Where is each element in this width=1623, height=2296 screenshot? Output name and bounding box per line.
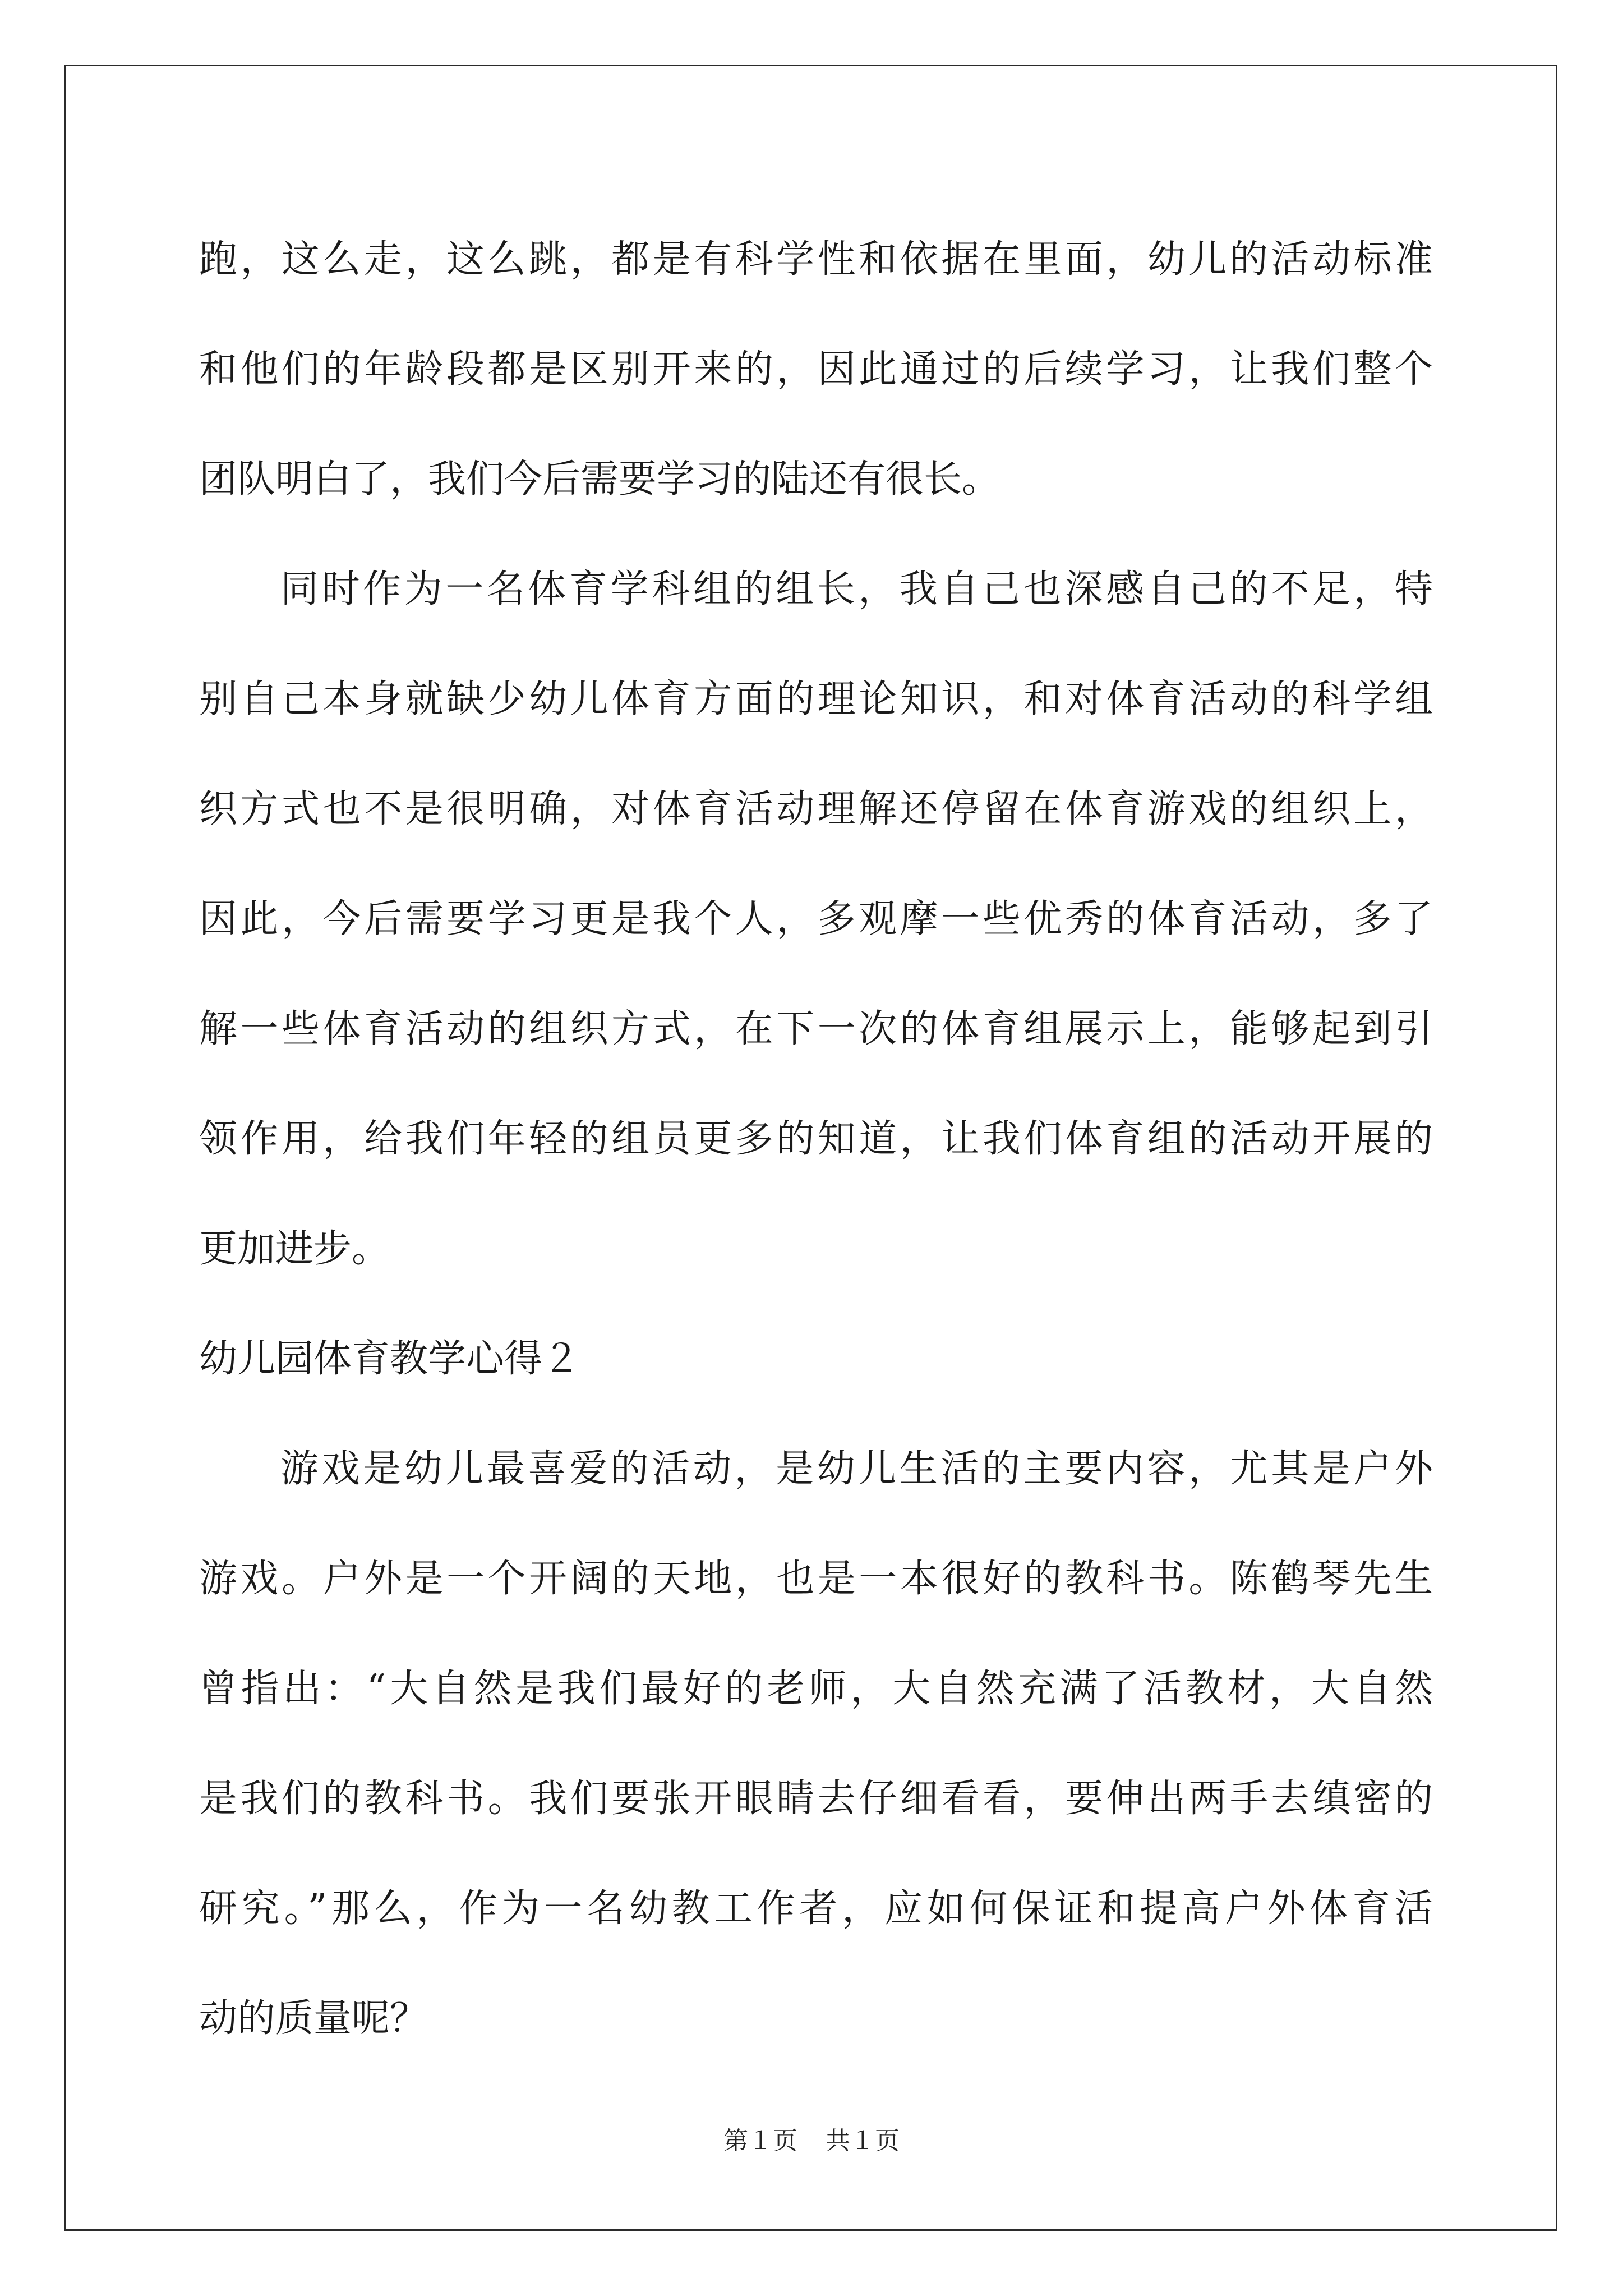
text-line: 研究。”那么，作为一名幼教工作者，应如何保证和提高户外体育活	[199, 1887, 1433, 1931]
text-line: 是我们的教科书。我们要张开眼睛去仔细看看，要伸出两手去缜密的	[199, 1777, 1433, 1821]
text-line: 曾指出：“大自然是我们最好的老师，大自然充满了活教材，大自然	[199, 1667, 1433, 1711]
page-footer	[0, 2120, 1623, 2156]
text-line: 游戏是幼儿最喜爱的活动，是幼儿生活的主要内容，尤其是户外	[280, 1447, 1433, 1491]
page-number: 第１页	[723, 2127, 797, 2155]
page-count: 共１页	[826, 2127, 900, 2155]
text-line: 游戏。户外是一个开阔的天地，也是一本很好的教科书。陈鹤琴先生	[199, 1557, 1433, 1601]
text-line: 同时作为一名体育学科组的组长，我自己也深感自己的不足，特	[280, 567, 1433, 611]
text-line: 别自己本身就缺少幼儿体育方面的理论知识，和对体育活动的科学组	[199, 677, 1433, 721]
section-heading: 幼儿园体育教学心得２	[199, 1337, 581, 1381]
text-line: 和他们的年龄段都是区别开来的，因此通过的后续学习，让我们整个	[199, 347, 1433, 392]
paragraph	[199, 1414, 1433, 2074]
document-body	[199, 205, 1433, 2074]
text-line: 领作用，给我们年轻的组员更多的知道，让我们体育组的活动开展的	[199, 1117, 1433, 1161]
text-line: 织方式也不是很明确，对体育活动理解还停留在体育游戏的组织上，	[199, 787, 1433, 831]
paragraph	[199, 205, 1433, 535]
text-line: 解一些体育活动的组织方式，在下一次的体育组展示上，能够起到引	[199, 1007, 1433, 1051]
text-line: 更加进步。	[199, 1227, 390, 1271]
paragraph	[199, 535, 1433, 1304]
text-line: 动的质量呢？	[199, 1996, 428, 2041]
text-line: 团队明白了，我们今后需要学习的陆还有很长。	[199, 457, 1000, 501]
text-line: 跑，这么走，这么跳，都是有科学性和依据在里面，幼儿的活动标准	[199, 237, 1433, 282]
text-line: 因此，今后需要学习更是我个人，多观摩一些优秀的体育活动，多了	[199, 897, 1433, 941]
